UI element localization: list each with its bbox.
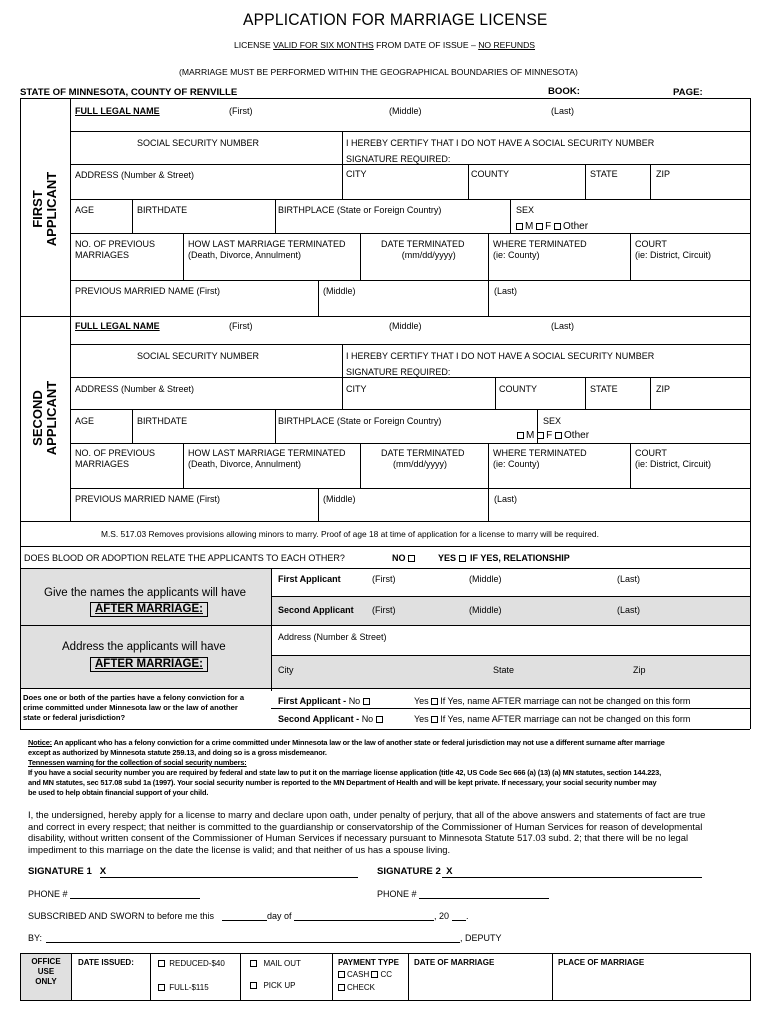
na-first-first: (First)	[372, 574, 396, 584]
fa-age-label: AGE	[75, 205, 95, 215]
place-of-marriage-label: PLACE OF MARRIAGE	[558, 958, 645, 967]
sa-last-label: (Last)	[551, 321, 575, 331]
notice-block: Notice: An applicant who has a felony conviction for a crime committed under Minnesota law or the law of another state or federal jurisdiction may not use a different surname after marriage except as authorized by Minnesota statute 259.13, and doing so is a gross misdemeanor. Tennessen warning for the collection of social security numbers: If you have a social security number you are required by federal and state law to put it on the marriage license application (title 42, US Code Sec 666 (a) (13) (a) MN statutes, section 144.223, and MN statutes, sec 517.08 subd 1a (1997). Your social security number is reported to the MN Department of Health and will be kept private. If necessary, your social security number may be used to help obtain financial support of your child.	[28, 738, 665, 797]
checkbox-icon[interactable]	[555, 432, 562, 439]
sa-address-label: ADDRESS (Number & Street)	[75, 384, 195, 394]
aa-zip-label: Zip	[633, 665, 646, 675]
fa-state-label: STATE	[590, 169, 618, 179]
signature-1-line[interactable]	[100, 877, 358, 878]
names-after-label: Give the names the applicants will have	[44, 587, 246, 599]
checkbox-icon[interactable]	[431, 716, 438, 723]
checkbox-icon[interactable]	[554, 223, 561, 230]
sa-sex-options[interactable]: M F Other	[517, 430, 589, 441]
sa-signature-required: SIGNATURE REQUIRED:	[346, 367, 451, 377]
checkbox-icon[interactable]	[517, 432, 524, 439]
fa-middle-label: (Middle)	[389, 106, 422, 116]
blood-question: DOES BLOOD OR ADOPTION RELATE THE APPLICANTS TO EACH OTHER?	[24, 553, 345, 563]
fa-first-label: (First)	[229, 106, 253, 116]
blood-yes-option[interactable]: YES IF YES, RELATIONSHIP	[438, 553, 570, 563]
page-title: APPLICATION FOR MARRIAGE LICENSE	[243, 10, 548, 29]
payment-cash-cc[interactable]: CASH CC	[338, 969, 392, 980]
second-applicant-side-label: SECOND APPLICANT	[30, 380, 59, 456]
fa-full-legal-name-label: FULL LEGAL NAME	[75, 106, 160, 116]
license-validity: LICENSE VALID FOR SIX MONTHS FROM DATE OF ISSUE – NO REFUNDS	[234, 40, 536, 50]
day-of-label: day of	[267, 911, 292, 921]
deputy-label: , DEPUTY	[460, 933, 502, 943]
fa-prev-name-middle: (Middle)	[323, 286, 356, 296]
payment-check[interactable]: CHECK	[338, 982, 375, 993]
fa-address-label: ADDRESS (Number & Street)	[75, 170, 195, 180]
phone-2-line[interactable]	[419, 898, 549, 899]
subscribed-label: SUBSCRIBED AND SWORN to before me this	[28, 911, 215, 921]
sa-birthplace-label: BIRTHPLACE (State or Foreign Country)	[278, 416, 442, 426]
checkbox-icon[interactable]	[371, 971, 378, 978]
aa-state-label: State	[493, 665, 515, 675]
address-after-marriage-heading: AFTER MARRIAGE:	[90, 657, 208, 672]
sa-certify-label: I HEREBY CERTIFY THAT I DO NOT HAVE A SOCIAL SECURITY NUMBER	[346, 351, 655, 361]
sa-full-legal-name-label: FULL LEGAL NAME	[75, 321, 160, 331]
mail-out-option[interactable]: MAIL OUT	[250, 958, 301, 969]
fa-how-terminated: HOW LAST MARRIAGE TERMINATED (Death, Divorce, Annulment)	[188, 239, 346, 260]
by-label: BY:	[28, 933, 43, 943]
sa-how-terminated: HOW LAST MARRIAGE TERMINATED (Death, Divorce, Annulment)	[188, 448, 346, 469]
book-label: BOOK:	[548, 86, 580, 97]
checkbox-icon[interactable]	[516, 223, 523, 230]
aa-address-label: Address (Number & Street)	[278, 632, 387, 642]
checkbox-icon[interactable]	[459, 555, 466, 562]
na-first-applicant: First Applicant	[278, 574, 341, 584]
sa-ssn-label: SOCIAL SECURITY NUMBER	[137, 351, 260, 361]
signature-2-label: SIGNATURE 2 X	[377, 866, 453, 877]
sa-date-terminated: DATE TERMINATED (mm/dd/yyyy)	[381, 448, 465, 469]
phone-2-label: PHONE #	[377, 889, 417, 899]
felony-first-applicant[interactable]: First Applicant - No	[278, 696, 372, 707]
checkbox-icon[interactable]	[408, 555, 415, 562]
fa-county-label: COUNTY	[471, 169, 509, 179]
declaration-block: I, the undersigned, hereby apply for a license to marry and declare upon oath, under penalty of perjury, that all of the above answers and statements of fact are true and correct in every respect; that neither is committed to the guardianship or conservatorship of the Commissioner of Human Services for reason of developmental disability, without written consent of the Commissioner of Human Services if necessary pursuant to Minnesota Statute 517.03 subd. 2; that there will be no legal impediment to this marriage on the date the license is valid; and that neither of us has a spouse living.	[28, 809, 706, 855]
phone-1-line[interactable]	[70, 898, 200, 899]
fa-city-label: CITY	[346, 169, 367, 179]
period: .	[466, 911, 469, 921]
fa-signature-required: SIGNATURE REQUIRED:	[346, 154, 451, 164]
fa-where-terminated: WHERE TERMINATED (ie: County)	[493, 239, 587, 260]
by-line[interactable]	[46, 942, 460, 943]
checkbox-icon[interactable]	[250, 982, 257, 989]
checkbox-icon[interactable]	[363, 698, 370, 705]
checkbox-icon[interactable]	[338, 971, 345, 978]
date-of-marriage-label: DATE OF MARRIAGE	[414, 958, 495, 967]
fa-prev-name-last: (Last)	[494, 286, 518, 296]
fa-ssn-label: SOCIAL SECURITY NUMBER	[137, 138, 260, 148]
sa-prev-name-middle: (Middle)	[323, 494, 356, 504]
sa-birthdate-label: BIRTHDATE	[137, 416, 188, 426]
subscribed-year-line[interactable]	[452, 920, 466, 921]
checkbox-icon[interactable]	[158, 960, 165, 967]
signature-2-line[interactable]	[442, 877, 702, 878]
blood-no-option[interactable]: NO	[392, 553, 417, 564]
subscribed-day-line[interactable]	[222, 920, 267, 921]
sa-where-terminated: WHERE TERMINATED (ie: County)	[493, 448, 587, 469]
checkbox-icon[interactable]	[536, 223, 543, 230]
na-first-last: (Last)	[617, 574, 641, 584]
aa-city-label: City	[278, 665, 294, 675]
felony-first-yes[interactable]: Yes If Yes, name AFTER marriage can not be changed on this form	[414, 696, 691, 706]
first-applicant-side-label: FIRST APPLICANT	[30, 171, 59, 247]
sa-zip-label: ZIP	[656, 384, 671, 394]
sa-prev-name-first: PREVIOUS MARRIED NAME (First)	[75, 494, 221, 504]
names-after-marriage-heading: AFTER MARRIAGE:	[90, 602, 208, 617]
fee-full-option[interactable]: FULL-$115	[158, 982, 209, 993]
sa-state-label: STATE	[590, 384, 618, 394]
na-first-middle: (Middle)	[469, 574, 502, 584]
fa-last-label: (Last)	[551, 106, 575, 116]
checkbox-icon[interactable]	[537, 432, 544, 439]
checkbox-icon[interactable]	[250, 960, 257, 967]
sa-prev-name-last: (Last)	[494, 494, 518, 504]
checkbox-icon[interactable]	[431, 698, 438, 705]
felony-second-applicant[interactable]: Second Applicant - No	[278, 714, 385, 725]
sa-sex-label: SEX	[543, 416, 562, 426]
sa-age-label: AGE	[75, 416, 95, 426]
payment-type-label: PAYMENT TYPE	[338, 958, 399, 967]
sa-prev-marriages: NO. OF PREVIOUS MARRIAGES	[75, 448, 156, 469]
address-after-label: Address the applicants will have	[62, 641, 226, 653]
sa-middle-label: (Middle)	[389, 321, 422, 331]
sa-county-label: COUNTY	[499, 384, 537, 394]
fa-sex-options[interactable]: M F Other	[516, 221, 588, 232]
checkbox-icon[interactable]	[158, 984, 165, 991]
na-second-last: (Last)	[617, 605, 641, 615]
fa-birthplace-label: BIRTHPLACE (State or Foreign Country)	[278, 205, 442, 215]
fee-reduced-option[interactable]: REDUCED-$40	[158, 958, 225, 969]
na-second-middle: (Middle)	[469, 605, 502, 615]
office-use-only-label: OFFICE USE ONLY	[31, 957, 61, 986]
fa-sex-label: SEX	[516, 205, 535, 215]
na-second-first: (First)	[372, 605, 396, 615]
year-label: , 20	[434, 911, 450, 921]
minors-note: M.S. 517.03 Removes provisions allowing minors to marry. Proof of age 18 at time of application for a license to marry will be required.	[101, 529, 599, 539]
fa-prev-name-first: PREVIOUS MARRIED NAME (First)	[75, 286, 221, 296]
felony-question: Does one or both of the parties have a felony conviction for a crime committed under Minnesota law or the law of another state or federal jurisdiction?	[23, 693, 245, 722]
subscribed-month-line[interactable]	[294, 920, 434, 921]
geographic-note: (MARRIAGE MUST BE PERFORMED WITHIN THE GEOGRAPHICAL BOUNDARIES OF MINNESOTA)	[179, 67, 578, 77]
fa-zip-label: ZIP	[656, 169, 671, 179]
sa-court: COURT (ie: District, Circuit)	[635, 448, 711, 469]
checkbox-icon[interactable]	[338, 984, 345, 991]
felony-second-yes[interactable]: Yes If Yes, name AFTER marriage can not be changed on this form	[414, 714, 691, 724]
sa-first-label: (First)	[229, 321, 253, 331]
fa-birthdate-label: BIRTHDATE	[137, 205, 188, 215]
sa-city-label: CITY	[346, 384, 367, 394]
date-issued-label: DATE ISSUED:	[78, 958, 134, 967]
fa-date-terminated: DATE TERMINATED (mm/dd/yyyy)	[381, 239, 465, 260]
fa-court: COURT (ie: District, Circuit)	[635, 239, 711, 260]
na-second-applicant: Second Applicant	[278, 605, 354, 615]
checkbox-icon[interactable]	[376, 716, 383, 723]
state-county: STATE OF MINNESOTA, COUNTY OF RENVILLE	[20, 87, 238, 98]
pick-up-option[interactable]: PICK UP	[250, 980, 295, 991]
signature-1-label: SIGNATURE 1 X	[28, 866, 107, 877]
fa-prev-marriages: NO. OF PREVIOUS MARRIAGES	[75, 239, 156, 260]
phone-1-label: PHONE #	[28, 889, 68, 899]
fa-certify-label: I HEREBY CERTIFY THAT I DO NOT HAVE A SOCIAL SECURITY NUMBER	[346, 138, 655, 148]
page-label: PAGE:	[673, 87, 703, 98]
